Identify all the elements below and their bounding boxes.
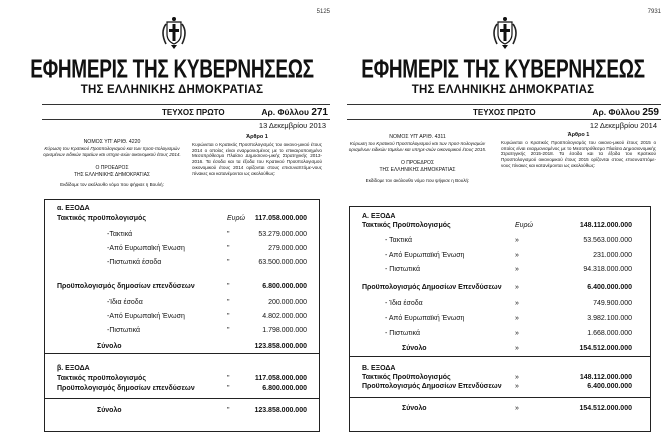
table-row [350, 364, 650, 373]
sheet-number: Αρ. Φύλλου 259 [592, 107, 659, 118]
table-row [350, 314, 650, 323]
row-unit: " [227, 375, 230, 382]
table-row [45, 244, 319, 253]
row-amount: 279.000.000 [268, 245, 307, 252]
row-label: Τακτικός προϋπολογισμός [57, 215, 146, 222]
row-unit: » [515, 237, 519, 244]
row-unit: » [515, 374, 519, 381]
table-row [45, 326, 319, 335]
table-row [45, 406, 319, 415]
row-amount: 148.112.000.000 [579, 222, 632, 229]
row-amount: 6.400.000.000 [587, 284, 632, 291]
article-text: Κυρώνεται ο Κρατικός Προϋπολογισμός του οικονο-μικού έτους 2014 ο οποίος είναι εναρμονισμένος με το επικαιροποιημένο Μεσοπρόθεσμο Πλαίσιο Δημοσιονο-μικής Στρατηγικής 2013-2016. Τα έσοδα και τα έξοδα του Κρατικού Προϋπολογισμού οικονομικού έτους 2014 ορίζονται στους επισυναπτόμε-νους πίνακες και κατανέμονται ως ακολούθως: [192, 142, 322, 176]
table-row [350, 221, 650, 230]
row-label: -Από Ευρωπαϊκή Ένωση [107, 245, 185, 252]
president-title: Ο ΠΡΟΕΔΡΟΣ [400, 160, 435, 166]
row-unit: » [515, 315, 519, 322]
law-title: Κύρωση του Κρατικού Προϋπολογισμού και των προϋ-πολογισμών ορισμένων ειδικών ταμείων και υπηρε-σιών οικονομικού έτους 2015. [348, 141, 487, 152]
table-divider [45, 398, 319, 399]
table-divider [350, 356, 650, 357]
row-amount: 148.112.000.000 [579, 374, 632, 381]
row-amount: 6.800.000.000 [262, 283, 307, 290]
row-unit: » [515, 405, 519, 412]
table-row [45, 364, 319, 373]
row-unit: " [227, 231, 230, 238]
table-row [350, 212, 650, 221]
table-row [45, 298, 319, 307]
table-row [45, 384, 319, 393]
gazette-subtitle: ΤΗΣ ΕΛΛΗΝΙΚΗΣ ΔΗΜΟΚΡΑΤΙΑΣ [411, 84, 595, 96]
row-amount: 53.279.000.000 [258, 231, 307, 238]
row-unit: Ευρώ [515, 222, 533, 229]
row-unit: » [515, 252, 519, 259]
issue-date: 13 Δεκεμβρίου 2013 [258, 121, 326, 130]
gazette-title: ΕΦΗΜΕΡΙΣ ΤΗΣ ΚΥΒΕΡΝΗΣΕΩΣ [361, 56, 645, 85]
row-amount: 4.802.000.000 [262, 313, 307, 320]
table-row [350, 265, 650, 274]
divider [347, 104, 661, 105]
table-row [350, 344, 650, 353]
table-row [45, 374, 319, 383]
gazette-subtitle: ΤΗΣ ΕΛΛΗΝΙΚΗΣ ΔΗΜΟΚΡΑΤΙΑΣ [80, 84, 264, 96]
gazette-page-2014 [343, 0, 663, 436]
republic-name: ΤΗΣ ΕΛΛΗΝΙΚΗΣ ΔΗΜΟΚΡΑΤΙΑΣ [379, 166, 456, 173]
row-unit: " [227, 313, 230, 320]
greek-coat-of-arms-icon [157, 14, 191, 50]
row-amount: 200.000.000 [268, 299, 307, 306]
table-row [350, 236, 650, 245]
table-row [45, 312, 319, 321]
row-label: Τακτικός Προϋπολογισμός [362, 374, 451, 381]
row-amount: 1.668.000.000 [587, 330, 632, 337]
row-label: Α. ΕΞΟΔΑ [362, 213, 396, 220]
row-label: Β. ΕΞΟΔΑ [362, 365, 396, 372]
article-text: Κυρώνεται ο Κρατικός Προϋπολογισμός του οικονο-μικού έτους 2015 ο οποίος είναι εναρμονισμένος με το Μεσοπρόθεσμο Πλαίσιο Δημοσιονομικής Στρατηγικής 2015-2018. Τα έσοδα και τα έξοδα του Κρατικού Προϋπολογισμού οικονομικού έτους 2015 ορίζονται στους επισυναπτόμε-νους πίνακες και κατανέμονται ως ακολούθως: [501, 140, 656, 168]
row-label: α. ΕΞΟΔΑ [57, 205, 90, 212]
row-label: Προϋπολογισμός Δημοσίων Επενδύσεων [362, 284, 502, 291]
row-label: -Ίδια έσοδα [107, 299, 143, 306]
row-unit: " [227, 327, 230, 334]
issuance-text: Εκδίδομε τον ακόλουθο νόμο που ψήφισε η Βουλή: [365, 178, 470, 183]
president-block [345, 160, 490, 173]
divider [347, 119, 661, 120]
table-row [45, 230, 319, 239]
row-unit: " [227, 283, 230, 290]
row-label: β. ΕΞΟΔΑ [57, 365, 90, 372]
row-unit: » [515, 266, 519, 273]
row-unit: " [227, 245, 230, 252]
law-number: ΝΟΜΟΣ ΥΠ' ΑΡΙΘ. 4220 [83, 139, 141, 145]
gazette-page-2013 [12, 0, 332, 436]
row-amount: 1.798.000.000 [262, 327, 307, 334]
row-label: - Πιστωτικά [385, 330, 421, 337]
row-amount: 117.058.000.000 [254, 215, 307, 222]
table-row [350, 283, 650, 292]
row-label: Προϋπολογισμός δημοσίων επενδύσεων [57, 385, 195, 392]
table-row [350, 382, 650, 391]
row-label: Τακτικός προϋπολογισμός [57, 375, 146, 382]
row-unit: " [227, 407, 230, 414]
article-heading: Άρθρο 1 [567, 132, 590, 138]
issue-label: ΤΕΥΧΟΣ ΠΡΩΤΟ [162, 108, 225, 117]
table-row [350, 329, 650, 338]
issuance-text: Εκδίδομε τον ακόλουθο νόμο που ψήφισε η Βουλή: [60, 182, 164, 187]
row-unit: " [227, 299, 230, 306]
row-amount: 6.800.000.000 [262, 385, 307, 392]
table-row [45, 282, 319, 291]
row-label: - Τακτικά [385, 237, 412, 244]
table-row [45, 214, 319, 223]
row-amount: 94.318.000.000 [583, 266, 632, 273]
row-unit: » [515, 284, 519, 291]
row-amount: 123.858.000.000 [254, 407, 307, 414]
row-amount: 3.982.100.000 [587, 315, 632, 322]
row-label: -Πιστωτικά [107, 327, 141, 334]
row-amount: 123.858.000.000 [254, 343, 307, 350]
gazette-title: ΕΦΗΜΕΡΙΣ ΤΗΣ ΚΥΒΕΡΝΗΣΕΩΣ [30, 56, 314, 85]
table-row [350, 404, 650, 413]
row-amount: 154.512.000.000 [579, 345, 632, 352]
page-number: 5125 [316, 9, 330, 15]
row-label: - Ίδια έσοδα [385, 300, 423, 307]
row-unit: " [227, 385, 230, 392]
row-label: -Από Ευρωπαϊκή Ένωση [107, 313, 185, 320]
law-number: ΝΟΜΟΣ ΥΠ' ΑΡΙΘ. 4311 [389, 134, 446, 140]
table-row [350, 299, 650, 308]
row-label: - Από Ευρωπαϊκή Ένωση [385, 252, 465, 259]
divider [42, 119, 330, 120]
row-label: Σύνολο [402, 405, 427, 412]
row-amount: 154.512.000.000 [579, 405, 632, 412]
budget-table [349, 206, 651, 432]
table-row [45, 258, 319, 267]
row-label: -Τακτικά [107, 231, 133, 238]
row-label: Προϋπολογισμός Δημοσίων Επενδύσεων [362, 383, 502, 390]
sheet-number: Αρ. Φύλλου 271 [261, 107, 328, 118]
row-unit: » [515, 330, 519, 337]
article-heading: Άρθρο 1 [246, 134, 268, 140]
row-label: Τακτικός Προϋπολογισμός [362, 222, 451, 229]
row-label: Σύνολο [402, 345, 427, 352]
row-unit: Ευρώ [227, 215, 245, 222]
divider [42, 104, 330, 105]
president-block [42, 165, 182, 178]
row-label: - Πιστωτικά [385, 266, 421, 273]
republic-name: ΤΗΣ ΕΛΛΗΝΙΚΗΣ ΔΗΜΟΚΡΑΤΙΑΣ [73, 171, 151, 178]
row-label: Σύνολο [97, 407, 122, 414]
table-row [45, 342, 319, 351]
issue-date: 12 Δεκεμβρίου 2014 [589, 121, 657, 130]
page-number: 7931 [647, 9, 661, 15]
greek-coat-of-arms-icon [488, 14, 522, 50]
law-title: Κύρωση του Κρατικού Προϋπολογισμού και των προϋ-πολογισμών ορισμένων ειδικών ταμείων και υπηρε-σιών οικονομικού έτους 2014. [43, 146, 181, 157]
row-label: Σύνολο [97, 343, 122, 350]
row-label: Προϋπολογισμός δημοσίων επενδύσεων [57, 283, 195, 290]
table-divider [350, 397, 650, 398]
table-row [350, 251, 650, 260]
row-unit: » [515, 345, 519, 352]
row-amount: 63.500.000.000 [258, 259, 307, 266]
issue-label: ΤΕΥΧΟΣ ΠΡΩΤΟ [473, 108, 536, 117]
budget-table [44, 199, 320, 432]
table-row [45, 204, 319, 213]
row-label: -Πιστωτικά έσοδα [107, 259, 162, 266]
row-amount: 749.900.000 [593, 300, 632, 307]
row-unit: " [227, 259, 230, 266]
row-unit: » [515, 383, 519, 390]
row-unit: » [515, 300, 519, 307]
president-title: Ο ΠΡΟΕΔΡΟΣ [95, 165, 129, 171]
row-amount: 53.563.000.000 [583, 237, 632, 244]
row-amount: 231.000.000 [593, 252, 632, 259]
row-amount: 117.058.000.000 [254, 375, 307, 382]
row-amount: 6.400.000.000 [587, 383, 632, 390]
row-label: - Από Ευρωπαϊκή Ένωση [385, 315, 465, 322]
table-row [350, 373, 650, 382]
table-divider [45, 353, 319, 354]
